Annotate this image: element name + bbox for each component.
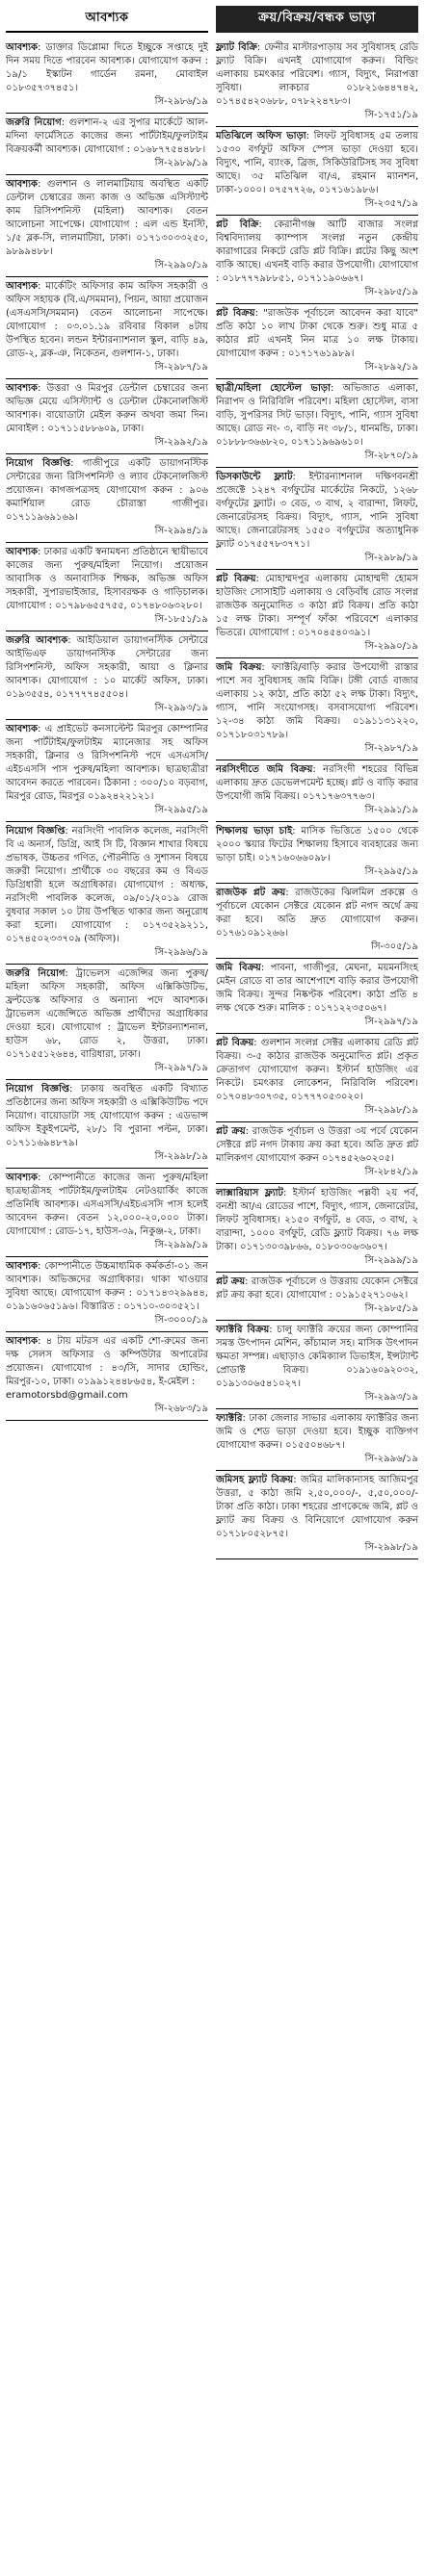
- ad-text: : মার্কেটিং অফিসার কাম অফিস সহকারী ও অফিস সহায়ক (বি.এ/সমমান), পিয়ন, আয়া প্রয়োজন (এসএসসি/সমমান) বেতন আলোচনা সাপেক্ষে। যোগাযোগ : ০৩.০১.১৯ রবিবার বিকাল ৪টায় উপস্থিত হবেন। লন্ডন ইন্টারন্যাশনাল স্কুল, বাড়ি ৪৯, রোড-২, ব্লক-ঞ, নিকেতন, গুলশান-১, ঢাকা।: [6, 281, 208, 359]
- ad-reference-code: সি-২৯৯৩/১৯: [364, 1392, 418, 1403]
- classified-ad: [216, 1122, 418, 1184]
- ad-body: [6, 1260, 208, 1314]
- ad-reference-code: সি-২৯৯৭/১৯: [364, 1017, 418, 1027]
- ad-reference-code: সি-২৯৯০/১৯: [364, 641, 418, 652]
- ad-heading: আবশ্যক: [6, 724, 39, 734]
- left-section-header: আবশ্যক: [6, 6, 208, 33]
- classified-ad: [216, 822, 418, 884]
- classified-ad: [6, 1257, 208, 1332]
- ad-text: : মাসিক ভিত্তিতে ১৫০০ থেকে ২০০০ স্কয়ার ফিটের শিক্ষালয় হিসাবে ব্যবহারের জন্য ভাড়া চাই। ০১৭১৬০৬৬০৯৮।: [216, 826, 418, 863]
- classified-ad: [216, 1409, 418, 1471]
- ad-body: [6, 280, 208, 361]
- ad-body: [6, 546, 208, 613]
- classified-ad: [6, 379, 208, 454]
- ad-body: [216, 1474, 418, 1541]
- ad-reference-code: সি-২৯৯৫/১৯: [364, 866, 418, 877]
- ad-reference-code: সি-২৯৯১/১৯: [364, 805, 418, 815]
- ad-heading: প্লট বিক্রয়: [216, 574, 256, 584]
- ad-body: [6, 967, 208, 1062]
- classified-ad: [6, 277, 208, 379]
- ad-heading: জমিসহ ফ্ল্যাট বিক্রয়: [216, 1475, 294, 1485]
- ad-heading: জমি বিক্রয়: [216, 662, 262, 673]
- ad-body: [216, 1187, 418, 1254]
- ad-heading: ডিসকাউন্টে ফ্ল্যাট: [216, 472, 293, 482]
- ad-reference-code: সি-২৯৯০/১৯: [154, 260, 208, 270]
- ad-body: [216, 471, 418, 552]
- ad-body: [216, 661, 418, 742]
- ad-reference-code: সি-২৬৮৩/১৯: [154, 1404, 208, 1414]
- ad-text: : আইডিয়াল ডায়াগনস্টিক সেন্টারে আইভিএফ ডায়াগনস্টিক সেন্টারের জন্য রিসিপশনিস্ট, অফিস সহকারী, আয়া ও ক্লিনার আবশ্যক। যোগাযোগ : ১০ মার্কেট অফিস, ঢাকা। ০১৯৩৫৫৪, ০১৭৭৭৭৪৫৫০৪।: [6, 635, 208, 700]
- ad-heading: নিয়োগ বিজ্ঞপ্তি: [6, 1084, 70, 1095]
- ad-text: : লিফট সুবিধাসহ ৫ম তলায় ১৫৩০ বর্গফুট অফিস স্পেস ভাড়া দেওয়া হবে। বিদ্যুৎ, পানি, ব্যাংক, ব্রিজ, সিকিউরিটিসহ সব সুবিধা আছে। ৩৫ মতিঝিল বা/এ, রহমান ম্যানশন, ঢাকা-১০০০। ০৭৫৭৭২৬, ০১৭১৬১৯৮৬।: [216, 131, 418, 195]
- right-ads-list: [216, 39, 418, 1559]
- ad-text: : রাজউক পূর্বাচল ও উত্তরা ৩য় পর্বে যেকোন সেক্টরে প্লট নগদ টাকায় ক্রয় করা হবে। অতি দ্রুত প্লট মালিকগণ যোগাযোগ করুন ০১৭৪৫২৬০২০৫।: [216, 1126, 418, 1164]
- classified-ad: [216, 1184, 418, 1273]
- ad-body: [216, 382, 418, 450]
- ad-reference-code: সি-২৯৮৭/১৯: [154, 362, 208, 373]
- ad-text: : ৪ টায় মটরস এর একটি শো-রুমের জন্য দক্ষ সেলস অফিসার ও কম্পিউটার অপারেটর প্রয়োজন। যোগাযোগ : ৪৩/সি, সাদার হোল্ডিং, মিরপুর-১০, ঢাকা। ০১৯৯১২৪৪৮৬৫৪, ই-মেইল :: [6, 1336, 208, 1387]
- ad-text: : ইন্টারন্যাশনাল দক্ষিণবনশ্রী প্রজেক্টে ১২৪৭ বর্গফুটের মার্কেটের নিকটে, ১২৬৮ বর্গফুটের ফ্ল্যাট। ৩ বেড, ৩ বাথ, ২ বারান্দা, লিফট, জেনারেটরসহ বিক্রয়। বিদ্যুৎ, গ্যাস, পানি সুবিধা আছে। জেনারেটরসহ ১৫৫০ বর্গফুটের অত্যাধুনিক ফ্ল্যাট ০১৭৫৫৭৮৩৭৭১।: [216, 472, 418, 550]
- ad-heading: আবশ্যক: [6, 179, 39, 190]
- ad-body: [6, 116, 208, 157]
- ad-reference-code: সি-২৯৯২/১৯: [154, 437, 208, 448]
- ad-heading: রাজউক প্লট ক্রয়: [216, 888, 286, 898]
- ad-heading: আবশ্যক: [6, 383, 39, 394]
- ad-text: : কোম্পানীতে উচ্চমাধ্যমিক কর্মকর্তা-০১ জন আবশ্যক। অভিজ্ঞদের অগ্রাধিকার। থাকা খাওয়ার সুবিধা আছে। যোগাযোগ করুন : ০১৭১৪৩২৯৯৪৪, ০১৯১৬০৬৫১৯৬। বিস্তারিত : ০১৭১০-৩০৩৫২১।: [6, 1261, 208, 1312]
- ad-heading: আবশ্যক: [6, 547, 39, 557]
- classified-ad: [6, 822, 208, 965]
- ad-heading: লাক্সারিয়াস ফ্ল্যাট: [216, 1188, 284, 1198]
- classified-ad: [216, 468, 418, 570]
- ad-heading: ফ্ল্যাট বিক্রি: [216, 42, 257, 53]
- ad-reference-code: সি-২৯৮৭/১৯: [364, 743, 418, 754]
- ad-heading: আবশ্যক: [6, 281, 39, 292]
- ad-text: : কেরানীগঞ্জ আটি বাজার সংলগ্ন বিশ্ববিদ্যালয় ক্যাম্পাস সংলগ্ন নতুন কেন্দ্রীয় কারাগারের নিকটে রেডি প্লট বিক্রি। প্লটের কিছু অংশ বাকি আছে। এখনই বাড়ি করার উপযোগী। যোগাযোগ : ০১৮৭৭৭৯৮৮৫১, ০১৭১১৯০৬৬৭।: [216, 219, 419, 284]
- classified-ad: [216, 570, 418, 658]
- classified-ad: [216, 959, 418, 1034]
- ad-text: : নরসিংদী পাবলিক কলেজ, নরসিংদী বি এ অনার্স, ডিগ্রি, আই সি টি, বিজ্ঞান শাখার বিষয়ে প্রভাষক, উচ্চতর গণিত, পৌরনীতি ও সুশাসন বিষয়ে জরুরী নিয়োগ। প্রার্থীকে ৩০ বছরের কম ও বিএড ডিগ্রিধারী হলে অগ্রাধিকার। যোগাযোগ : অধ্যক্ষ, নরসিংদী পাবলিক কলেজ, ০৯/০১/২০১৯ রোজ বুধবার সকাল ১০ টায় উপস্থিত থাকার জন্য অনুরোধ করা হলো। যোগাযোগ : ০১৭৩৫২৯২১১, ০১৭৪৫০২৩৩৭০৯ (অফিস)।: [6, 826, 208, 944]
- ad-heading: প্লট বিক্রয়: [216, 308, 255, 319]
- ad-reference-code: সি-২৯৮৫/১৯: [364, 1303, 418, 1314]
- ad-text: : এ প্রাইভেট কনসাল্টেন্ট মিরপুর কোম্পানির জন্য পার্টটাইম/ফুলটাইম ম্যানেজার সহ অফিস সহকারী, ক্লিনার ও রিসিপশনিস্ট পদে এসএসসি/এইচএসসি পাস পুরুষ/মহিলা আবশ্যক। ছাত্রছাত্রীরা আবেদন করতে পারবেন। ঠিকানা : ৩০০/১০ বড়বাগ, মিরপুর রোড, মিরপুর ০১৯২৪২২১২১।: [6, 724, 208, 802]
- ad-reference-code: সি-২৯৯৫/১৯: [154, 805, 208, 815]
- classified-ad: [216, 1321, 418, 1409]
- ad-body: [216, 1125, 418, 1166]
- classified-ad: [6, 1169, 208, 1257]
- ad-text: : ঢাকা জেলার সাভার এলাকায় ফ্যাক্টরির জন্য জমি ও শেড ভাড়া দেওয়া হবে। ইচ্ছুক ব্যক্তিগণ যোগাযোগ করুন। ০১৫৫০৪৬৮৭।: [216, 1413, 418, 1451]
- classified-ad: [6, 1080, 208, 1169]
- ad-heading: ছাত্রী/মহিলা হোস্টেল ভাড়া: [216, 383, 331, 394]
- ad-body: [6, 1335, 208, 1403]
- ad-reference-code: সি-২৯৯৭/১৯: [154, 1063, 208, 1073]
- right-column: [216, 6, 418, 2576]
- ad-text: : ঢাকার একটি স্বনামধন্য প্রতিষ্ঠানে স্থায়ীভাবে কাজের জন্য পুরুষ/মহিলা নিয়োগ। প্রয়োজন আবাসিক ও অনাবাসিক শিক্ষক, অভিজ্ঞ অফিস সহকারী, সুপারভাইজার, হিসাবরক্ষক ও গাড়িচালক। যোগাযোগ : ০১৭৯৮৬৫৫৭৫৫, ০১৭৪৮০৬৩২৮০।: [6, 547, 208, 611]
- ad-reference-code: সি-২৯৮৯/১৯: [154, 158, 208, 168]
- ad-text: : ট্রাভেলস এজেন্সির জন্য পুরুষ/মহিলা অফিস সহকারী, অফিস এক্সিকিউটিভ, ফ্রন্টডেস্ক অফিসার ও অন্যান্য পদে আবশ্যক। ট্রাভেলস এজেন্সিতে অভিজ্ঞ প্রার্থীদের অগ্রাধিকার দেওয়া হবে। যোগাযোগ : ট্রাভেল ইন্টারন্যাশনাল, হাউস ৬৮, রোড ২, উত্তরা, ঢাকা। ০১৭১৫৫১২৬৪৪, বারিধারা, ঢাকা।: [6, 968, 209, 1060]
- ad-body: [216, 41, 418, 109]
- left-column: [6, 6, 208, 2576]
- ad-body: [216, 887, 418, 940]
- ad-reference-code: সি-২৯৯৪/১৯: [154, 526, 208, 536]
- classified-ad: [216, 379, 418, 468]
- ad-text: : অভিজাত এলাকা, নিরাপদ ও নিরিবিলি পরিবেশ। মহিলা হোস্টেল, বাসা বাড়ি, সুপরিসর সিট ভাড়া। বিদ্যুৎ, পানি, গ্যাস সুবিধা আছে। রোড নং- ৩, বাড়ি নং ৩৮/১, ধানমন্ডি, ঢাকা। ০১৮৮৮৩৬৬৮২০, ০১৭১১৯৬৯৬১০।: [216, 383, 418, 448]
- ad-heading: মতিঝিলে অফিস ভাড়া: [216, 131, 306, 142]
- ad-body: [216, 307, 418, 361]
- ad-reference-code: সি-২৯৮৫/১৯: [364, 287, 418, 297]
- ad-body: [6, 825, 208, 946]
- ad-reference-code: সি-৩০৫/১৯: [371, 941, 418, 952]
- ad-body: [216, 763, 418, 804]
- ad-text: : চালু ফ্যাক্টরি ক্রয়ের জন্য কোম্পানির সমস্ত উৎপাদন মেশিন, কাঁচামাল সহ। মাসিক উৎপাদন ক্ষমতা সম্পন্ন। এছাড়াও কেমিক্যাল ডিভাইস, ইন্সট্যান্ট প্রোডাক্ট বিক্রয়। ০১৯১৬০৯২০৩২, ০১৯১৩০৬৫৪১০২৭।: [216, 1325, 418, 1389]
- ad-heading: ফ্যাক্টরি বিক্রয়: [216, 1325, 270, 1335]
- ad-heading: নিয়োগ বিজ্ঞপ্তি: [6, 826, 66, 837]
- ad-heading: প্লট ক্রয়: [216, 1276, 246, 1287]
- ad-body: [216, 1275, 418, 1302]
- ad-body: [6, 178, 208, 259]
- ad-reference-code: সি-২৯৯৬/১৯: [364, 1454, 418, 1464]
- classified-ad: [216, 1273, 418, 1321]
- ad-heading: আবশ্যক: [6, 1172, 39, 1183]
- ad-text: : "রাজউক পূর্বাচলে আবেদন করা যাবে" প্রতি কাঠা ১০ লাখ টাকা থেকে শুরু। শুধু মাত্র ৫ কাঠার প্লট এখনই নিন মাত্র ১০ লক্ষ টাকায়। যোগাযোগ করুন : ০১৭১৭৬১৯৮৯।: [216, 308, 418, 359]
- ad-reference-code: সি-২৩৫৭/১৯: [364, 198, 418, 209]
- ad-heading: জরুরি নিয়োগ: [6, 968, 66, 979]
- ad-text: : উত্তরা ও মিরপুর ডেন্টাল চেম্বারের জন্য অভিজ্ঞ মেয়ে এসিস্ট্যান্ট ও ডেন্টাল টেকনোলজিস্ট আবশ্যক। বায়োডাটা মেইল করুন অথবা জমা দিন। মোবাইল : ০১৭১১৫৮৮৬০৯, ঢাকা।: [6, 383, 208, 434]
- classified-ad: [216, 884, 418, 959]
- ad-text: : রাজউকের ঝিলমিল প্রকল্পে ও পূর্বাচলে যেকোন সেক্টরে যেকোন প্লট নগদ অর্থে ক্রয় করা হবে। অতি দ্রুত যোগাযোগ করুন। ০১৭৬১০৯১২৬৬।: [216, 888, 418, 939]
- ad-reference-code: সি-২৮৪২/১৯: [364, 1167, 418, 1177]
- ad-body: [6, 41, 208, 95]
- classified-ad: [6, 543, 208, 631]
- ad-body: [6, 382, 208, 436]
- classified-ad: [6, 454, 208, 543]
- ad-heading: নরসিংদীতে জমি বিক্রয়: [216, 764, 313, 775]
- ad-body: [216, 1037, 418, 1104]
- ad-reference-code: সি-৩০০০/১৯: [154, 1315, 208, 1326]
- classified-ad: [6, 39, 208, 114]
- ad-reference-code: সি-২৯৯৬/১৯: [154, 947, 208, 958]
- ad-text: : পাবনা, গাজীপুর, মেঘনা, ময়মনসিংহ মেইন রোডে বা তার আশেপাশে বাড়ি করার উপযোগী জমি বিক্রয়। সুন্দর নিষ্কণ্টক পরিবেশ। কাঠা প্রতি ৪ লক্ষ থেকে শুরু। মালিক : ০১৭১২২৩৫০৬৭।: [216, 963, 418, 1014]
- classified-ad: [6, 631, 208, 720]
- classified-ad: [6, 1332, 208, 1421]
- ad-email-link[interactable]: eramotorsbd@gmail.com: [6, 1390, 128, 1401]
- classified-ad: [6, 720, 208, 822]
- classified-ad: [216, 1471, 418, 1559]
- ad-text: : জমির মালিকানাসহ আজিমপুর উত্তরা, ৫ কাঠা জমি ২,৫০,০০০/-, ৫,৫০,০০০/- টাকা প্রতি কাঠা। ঢাকা শহরের প্রাণকেন্দ্রে জমি, প্লট ও ফ্ল্যাট ক্রয় বিক্রয় ও বিনিয়োগে যোগাযোগ করুন ০১৭১৮০৫২৮৭৫।: [216, 1475, 418, 1539]
- ad-body: [6, 634, 208, 702]
- ad-reference-code: সি-১৮৫১/১৯: [154, 614, 208, 625]
- ad-heading: শিক্ষালয় ভাড়া চাই: [216, 826, 293, 837]
- ad-text: : গুলশান ও লালমাটিয়ায় অবস্থিত একটি ডেন্টাল চেম্বারের জন্য কাজ ও অভিজ্ঞ এসিস্ট্যান্ট কাম রিসিপশনিস্ট (মহিলা) আবশ্যক। বেতন আলোচনা সাপেক্ষে। যোগাযোগ : এল এন্ড ইনস্টি, ১/৫ ব্লক-সি, লালমাটিয়া, ঢাকা। ০১৭১৩০৩৩২৫০, ৯৮৯৯৪৮৮।: [6, 179, 208, 257]
- ad-body: [216, 962, 418, 1016]
- ad-reference-code: সি-২৮৭০/১৯: [364, 451, 418, 461]
- ad-text: : কোম্পানীতে কাজের জন্য পুরুষ/মহিলা ছাত্রছাত্রীসহ পার্টটাইম/ফুলটাইম নেটওয়ার্কিং কাজে প্রতিনিধি আবশ্যক। এসএসসি/এইচএসসি পাস হলেই আবেদন করুন। বেতন ১২,০০০-২০,০০০ টাকা। যোগাযোগ : রোড-১৭, হাউস-৩৯, নিকুঞ্জ-২, ঢাকা।: [6, 1172, 208, 1237]
- ad-reference-code: সি-২৯৯৯/১৯: [154, 1240, 208, 1250]
- ad-text: : ফ্যাক্টরি/বাড়ি করার উপযোগী রাস্তার পাশে সব সুবিধাসহ জমি বিক্রি। টঙ্গী বোর্ড বাজার এলাকায় ১২ কাঠা, প্রতি কাঠা ৫২ লক্ষ টাকা। বিদ্যুৎ, গ্যাস, পানি সংযোগসহ। বসবাসযোগ্য পরিবেশ। ১২-৩৪ কাঠা জমি বিক্রয়। ০১৯১১৩১২২০, ০১৭১৮০৩১৭৮৯।: [216, 662, 418, 740]
- classified-ad: [6, 965, 208, 1080]
- ad-reference-code: সি-২৮৯২/১৯: [364, 362, 418, 373]
- ad-heading: আবশ্যক: [6, 1336, 39, 1347]
- classified-ad: [216, 304, 418, 379]
- ad-heading: ফ্যাক্টরি: [216, 1413, 243, 1424]
- ad-heading: আবশ্যক: [6, 1261, 39, 1272]
- ad-text: : ইস্টার্ন হাউজিং পল্লবী ২য় পর্ব, বনশ্রী আ/এ রোডের পাশে, বিদ্যুৎ, গ্যাস, জেনারেটর, লিফট সুবিধাসহ। ২১৫০ বর্গফুট, ৪ বেড, ৩ বাথ, ২ বারান্দা, ১০০০ বর্গফুট, রেডি ফ্ল্যাট বিক্রয়। ৭৬ লক্ষ টাকা। ০১৭১৩০৩৯৮৬৬, ০১৮০৩০৬৩৬০৭।: [216, 1188, 418, 1252]
- ad-text: : ঢাকায় অবস্থিত একটি বিখ্যাত প্রতিষ্ঠানের জন্য অফিস সহকারী ও এক্সিকিউটিভ পদে নিয়োগ। বায়োডাটা সহ যোগাযোগ করুন : এডভান্স অফিস ইকুইপমেন্ট, ২৮/১ বি পুরানা পল্টন, ঢাকা। ০১৭১১৬৯৪৮৭৯।: [6, 1084, 208, 1148]
- ad-text: : রাজউক পূর্বাচলে ও উত্তরায় যেকোন সেক্টরে প্লট ক্রয় করা হবে। যোগাযোগ : ০১৯১৫২৭১০৬২।: [216, 1276, 418, 1301]
- ad-heading: আবশ্যক: [6, 42, 39, 53]
- ad-body: [216, 573, 418, 640]
- ad-body: [6, 1083, 208, 1150]
- ad-heading: প্লট বিক্রয়: [216, 1038, 254, 1048]
- classified-ad: [216, 127, 418, 216]
- ad-heading: নিয়োগ বিজ্ঞপ্তি: [6, 458, 71, 469]
- ad-body: [216, 1412, 418, 1453]
- ad-reference-code: সি-২৯৯৮/১৯: [154, 1151, 208, 1162]
- classified-ad: [6, 175, 208, 277]
- ad-reference-code: সি-২৯৯৯/১৯: [364, 1255, 418, 1266]
- ad-reference-code: সি-১৭৫১/১৯: [364, 110, 418, 120]
- classified-ad: [216, 216, 418, 304]
- classified-ad: [216, 1034, 418, 1122]
- ad-text: : ফেনীর মাস্টারপাড়ায় সব সুবিধাসহ রেডি ফ্ল্যাট বিক্রি। এখনই যোগাযোগ করুন। বিল্ডিং এলাকায় চমৎকার পরিবেশ। গ্যাস, বিদ্যুৎ, নিরাপত্তা সুবিধা। লাকচার ০১৮২১৬৪৪৭৪২, ০১৭৪৫৪২০৬৮৮, ০৭৮২২৪৭৮৩।: [216, 42, 419, 107]
- ad-reference-code: সি-২৯৮৬/১৯: [154, 96, 208, 107]
- classified-ad: [6, 114, 208, 175]
- ad-heading: প্লট বিক্রি: [216, 219, 259, 230]
- ad-text: : নরসিংদী শহরের বিভিন্ন এলাকায় দ্রুত ডেভেলপমেন্ট হচ্ছে। প্লট ও বাড়ি করার উপযোগী জমি বিক্রয়। ০১৭১৭৬৩৭৭৬৩।: [216, 764, 418, 802]
- classified-ad: [216, 39, 418, 127]
- ad-text: : গুলশান-২ এর সুপার মার্কেটে আল-মদিনা ফার্মেসিতে কাজের জন্য পার্টটাইম/ফুলটাইম বিক্রয়কর্মী আবশ্যক। যোগাযোগ : ০১৬৮৭৭৫৪৪৮৮।: [6, 117, 209, 155]
- left-ads-list: [6, 39, 208, 1421]
- ad-reference-code: সি-২৯৮৯/১৯: [364, 553, 418, 563]
- ad-reference-code: সি-২৯৯৮/১৯: [364, 1542, 418, 1553]
- ad-body: [216, 1324, 418, 1391]
- ad-body: [6, 457, 208, 525]
- ad-body: [6, 1172, 208, 1239]
- ad-heading: জমি বিক্রয়: [216, 963, 261, 973]
- ad-body: [216, 130, 418, 197]
- ad-body: [216, 219, 418, 286]
- ad-text: : গুলশান সংলগ্ন সেক্টর এলাকায় রেডি প্লট বিক্রয়। ৩-৫ কাঠার রাজউক অনুমোদিত প্লট। প্রকৃত ক্রেতাগণ যোগাযোগ করুন। ইস্টার্ন হাউজিং এর নিকটে। চমৎকার লোকেশন, নিরিবিলি পরিবেশ। ০১৭০৪৮৩০৭৩৫, ০১৭৭৭০৫৩০২০।: [216, 1038, 418, 1102]
- classified-ad: [216, 760, 418, 822]
- ad-text: : মোহাম্মদপুর এলাকায় মোহাম্মদী হোমস হাউজিং সোসাইটি এলাকায় ও বেড়িবাঁধ রোড সংলগ্ন রাজউক অনুমোদিত ৩ কাঠা প্লট বিক্রয়। প্রতি কাঠা ১৫ লক্ষ টাকা। সম্পূর্ণ ফাঁকা পরিবেশে এলাকার ভিতরে। যোগাযোগ : ০১৭০৪৫৪০৩৯১।: [216, 574, 419, 638]
- ad-heading: জরুরি আবশ্যক: [6, 635, 68, 646]
- ad-body: [6, 723, 208, 804]
- ad-heading: প্লট ক্রয়: [216, 1126, 246, 1137]
- ad-text: : ডাক্তার ডিপ্লোমা দিতে ইচ্ছুকে সপ্তাহে দুই দিন সময় দিতে পারবেন আবশ্যক। যোগাযোগ করুন : ১৯/১ ইস্কাটন গার্ডেন রমনা, মোবাইল ০১৮৩৫৭৩৭৪৫১।: [6, 42, 208, 93]
- ad-body: [216, 825, 418, 865]
- classified-ad: [216, 658, 418, 760]
- right-section-header: ক্রয়/বিক্রয়/বন্ধক ভাড়া: [216, 6, 418, 33]
- ad-heading: জরুরি নিয়োগ: [6, 117, 62, 128]
- ad-text: : গাজীপুরে একটি ডায়াগনস্টিক সেন্টারের জন্য রিসিপশনিস্ট ও ল্যাব টেকনোলজিস্ট প্রয়োজন। কাগজপত্রসহ যোগাযোগ করুন : ৯০৬ কমার্শিয়াল রোড চৌরাস্তা গাজীপুর। ০১৭১১৯৬৯১৬৯।: [6, 458, 208, 523]
- ad-reference-code: সি-২৯৯৩/১৯: [154, 703, 208, 713]
- ad-reference-code: সি-২৯৯৮/১৯: [364, 1105, 418, 1116]
